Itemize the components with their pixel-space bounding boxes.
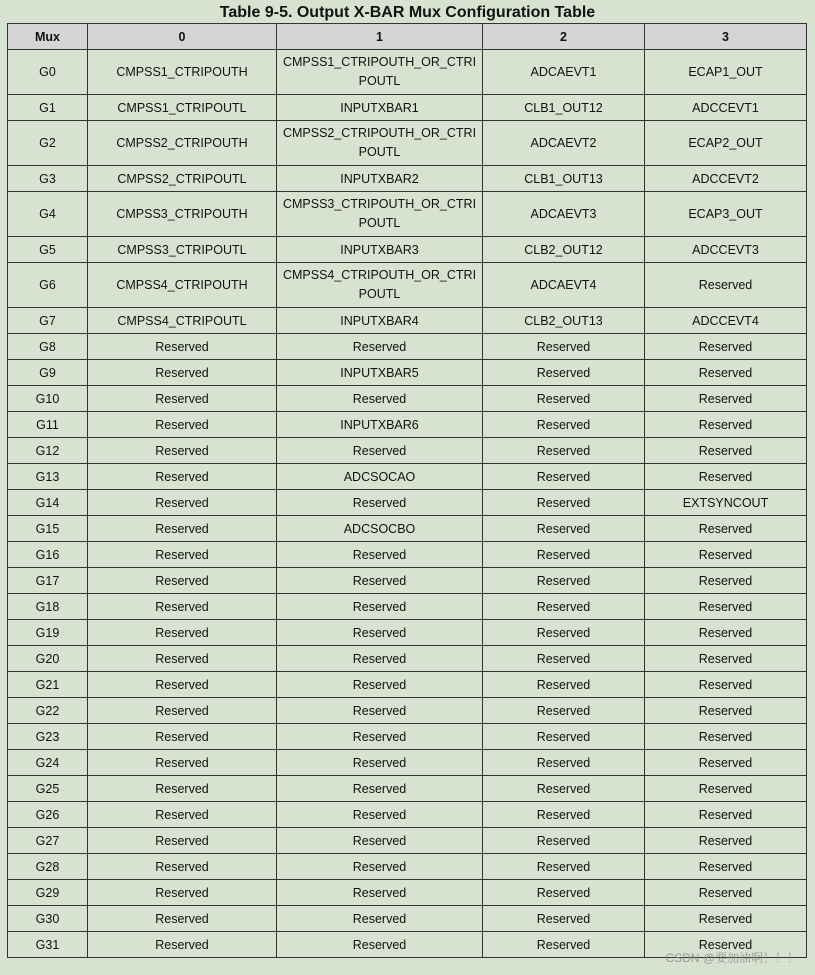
mux-cell: G2 [8, 121, 88, 166]
table-cell: Reserved [88, 334, 277, 360]
mux-cell: G24 [8, 750, 88, 776]
mux-cell: G20 [8, 646, 88, 672]
table-row [8, 166, 807, 192]
table-cell: Reserved [483, 360, 645, 386]
mux-cell: G15 [8, 516, 88, 542]
table-row [8, 672, 807, 698]
table-cell: CMPSS1_CTRIPOUTH [88, 50, 277, 95]
mux-cell: G17 [8, 568, 88, 594]
table-row [8, 237, 807, 263]
table-cell: CMPSS4_CTRIPOUTH_OR_CTRIPOUTL [277, 263, 483, 308]
table-cell: Reserved [277, 334, 483, 360]
table-cell: Reserved [645, 542, 807, 568]
table-cell: Reserved [483, 750, 645, 776]
table-cell: Reserved [88, 568, 277, 594]
table-cell: CMPSS3_CTRIPOUTL [88, 237, 277, 263]
table-cell: Reserved [277, 750, 483, 776]
table-cell: Reserved [645, 932, 807, 958]
table-cell: CMPSS4_CTRIPOUTL [88, 308, 277, 334]
table-cell: ADCAEVT1 [483, 50, 645, 95]
table-cell: ECAP1_OUT [645, 50, 807, 95]
table-cell: Reserved [645, 854, 807, 880]
table-cell: Reserved [277, 724, 483, 750]
table-cell: Reserved [483, 698, 645, 724]
table-cell: ADCAEVT3 [483, 192, 645, 237]
table-cell: Reserved [88, 386, 277, 412]
mux-cell: G5 [8, 237, 88, 263]
mux-cell: G14 [8, 490, 88, 516]
table-cell: Reserved [483, 802, 645, 828]
table-cell: Reserved [88, 802, 277, 828]
mux-cell: G8 [8, 334, 88, 360]
table-row [8, 412, 807, 438]
table-cell: Reserved [645, 386, 807, 412]
table-cell: CMPSS1_CTRIPOUTL [88, 95, 277, 121]
table-cell: Reserved [88, 854, 277, 880]
mux-cell: G27 [8, 828, 88, 854]
table-cell: Reserved [88, 932, 277, 958]
table-row [8, 750, 807, 776]
table-cell: Reserved [88, 542, 277, 568]
table-row [8, 568, 807, 594]
table-cell: CMPSS1_CTRIPOUTH_OR_CTRIPOUTL [277, 50, 483, 95]
table-cell: CLB1_OUT13 [483, 166, 645, 192]
table-row [8, 334, 807, 360]
table-row [8, 464, 807, 490]
table-cell: ADCAEVT4 [483, 263, 645, 308]
table-row [8, 854, 807, 880]
table-cell: Reserved [277, 932, 483, 958]
mux-cell: G4 [8, 192, 88, 237]
mux-cell: G18 [8, 594, 88, 620]
mux-cell: G9 [8, 360, 88, 386]
table-cell: Reserved [277, 594, 483, 620]
table-cell: Reserved [483, 334, 645, 360]
mux-cell: G16 [8, 542, 88, 568]
table-cell: Reserved [483, 438, 645, 464]
table-cell: Reserved [277, 880, 483, 906]
mux-cell: G29 [8, 880, 88, 906]
mux-cell: G11 [8, 412, 88, 438]
table-cell: CMPSS4_CTRIPOUTH [88, 263, 277, 308]
table-cell: Reserved [277, 620, 483, 646]
table-cell: Reserved [645, 750, 807, 776]
table-row [8, 880, 807, 906]
table-row [8, 776, 807, 802]
table-cell: CMPSS2_CTRIPOUTH_OR_CTRIPOUTL [277, 121, 483, 166]
table-cell: ADCSOCAO [277, 464, 483, 490]
table-cell: ADCCEVT1 [645, 95, 807, 121]
table-cell: Reserved [645, 880, 807, 906]
table-cell: Reserved [645, 802, 807, 828]
table-row [8, 594, 807, 620]
table-cell: CLB2_OUT12 [483, 237, 645, 263]
header-mux: Mux [8, 24, 88, 50]
table-cell: EXTSYNCOUT [645, 490, 807, 516]
table-cell: Reserved [88, 490, 277, 516]
table-cell: Reserved [88, 698, 277, 724]
table-cell: Reserved [88, 776, 277, 802]
table-cell: INPUTXBAR4 [277, 308, 483, 334]
table-cell: Reserved [483, 490, 645, 516]
table-cell: Reserved [88, 594, 277, 620]
table-row [8, 490, 807, 516]
mux-cell: G6 [8, 263, 88, 308]
table-cell: Reserved [483, 724, 645, 750]
table-cell: ECAP2_OUT [645, 121, 807, 166]
table-row [8, 50, 807, 95]
mux-cell: G10 [8, 386, 88, 412]
table-cell: Reserved [277, 542, 483, 568]
table-cell: Reserved [483, 776, 645, 802]
table-row [8, 360, 807, 386]
table-cell: ADCCEVT2 [645, 166, 807, 192]
table-cell: Reserved [88, 516, 277, 542]
table-cell: CMPSS3_CTRIPOUTH [88, 192, 277, 237]
table-row [8, 646, 807, 672]
table-cell: Reserved [277, 828, 483, 854]
header-col-0: 0 [88, 24, 277, 50]
table-cell: ADCCEVT4 [645, 308, 807, 334]
table-cell: Reserved [277, 646, 483, 672]
mux-cell: G13 [8, 464, 88, 490]
table-cell: CMPSS2_CTRIPOUTH [88, 121, 277, 166]
table-row [8, 386, 807, 412]
table-cell: Reserved [88, 360, 277, 386]
table-cell: Reserved [277, 802, 483, 828]
table-row [8, 516, 807, 542]
table-row [8, 308, 807, 334]
table-row [8, 802, 807, 828]
table-cell: CLB2_OUT13 [483, 308, 645, 334]
table-cell: INPUTXBAR1 [277, 95, 483, 121]
table-row [8, 438, 807, 464]
table-cell: Reserved [483, 412, 645, 438]
table-cell: Reserved [88, 724, 277, 750]
table-cell: Reserved [277, 568, 483, 594]
mux-cell: G23 [8, 724, 88, 750]
table-cell: CMPSS3_CTRIPOUTH_OR_CTRIPOUTL [277, 192, 483, 237]
table-cell: Reserved [483, 568, 645, 594]
mux-cell: G25 [8, 776, 88, 802]
header-row [8, 24, 807, 50]
table-row [8, 192, 807, 237]
table-cell: Reserved [645, 906, 807, 932]
table-cell: Reserved [645, 464, 807, 490]
table-cell: Reserved [483, 594, 645, 620]
table-cell: ECAP3_OUT [645, 192, 807, 237]
table-cell: Reserved [277, 672, 483, 698]
table-cell: Reserved [645, 516, 807, 542]
table-cell: Reserved [645, 724, 807, 750]
header-col-2: 2 [483, 24, 645, 50]
table-cell: CLB1_OUT12 [483, 95, 645, 121]
table-cell: Reserved [645, 263, 807, 308]
mux-cell: G0 [8, 50, 88, 95]
mux-cell: G28 [8, 854, 88, 880]
table-row [8, 724, 807, 750]
table-row [8, 121, 807, 166]
table-row [8, 263, 807, 308]
table-cell: INPUTXBAR5 [277, 360, 483, 386]
mux-cell: G31 [8, 932, 88, 958]
mux-cell: G7 [8, 308, 88, 334]
mux-cell: G21 [8, 672, 88, 698]
table-cell: Reserved [483, 828, 645, 854]
table-cell: Reserved [645, 568, 807, 594]
table-cell: Reserved [645, 646, 807, 672]
table-cell: Reserved [645, 438, 807, 464]
table-cell: Reserved [483, 542, 645, 568]
table-cell: Reserved [483, 620, 645, 646]
table-row [8, 906, 807, 932]
table-cell: Reserved [483, 516, 645, 542]
mux-cell: G26 [8, 802, 88, 828]
table-cell: Reserved [483, 672, 645, 698]
table-cell: Reserved [88, 438, 277, 464]
table-cell: Reserved [88, 412, 277, 438]
table-cell: Reserved [277, 490, 483, 516]
header-col-1: 1 [277, 24, 483, 50]
table-cell: Reserved [88, 464, 277, 490]
table-cell: Reserved [645, 698, 807, 724]
mux-cell: G3 [8, 166, 88, 192]
table-cell: Reserved [645, 334, 807, 360]
mux-cell: G22 [8, 698, 88, 724]
table-cell: Reserved [88, 672, 277, 698]
table-row [8, 542, 807, 568]
mux-cell: G30 [8, 906, 88, 932]
table-cell: Reserved [483, 932, 645, 958]
mux-config-table [7, 23, 807, 958]
table-cell: Reserved [645, 776, 807, 802]
table-cell: CMPSS2_CTRIPOUTL [88, 166, 277, 192]
table-cell: Reserved [88, 828, 277, 854]
table-cell: Reserved [277, 438, 483, 464]
table-cell: ADCSOCBO [277, 516, 483, 542]
table-row [8, 698, 807, 724]
table-cell: Reserved [483, 906, 645, 932]
table-row [8, 828, 807, 854]
table-cell: Reserved [277, 906, 483, 932]
table-cell: Reserved [645, 672, 807, 698]
table-cell: Reserved [88, 750, 277, 776]
table-cell: Reserved [645, 620, 807, 646]
table-cell: Reserved [645, 828, 807, 854]
mux-cell: G1 [8, 95, 88, 121]
table-cell: Reserved [277, 776, 483, 802]
table-cell: Reserved [277, 854, 483, 880]
table-cell: Reserved [483, 646, 645, 672]
table-cell: Reserved [483, 880, 645, 906]
table-cell: Reserved [645, 360, 807, 386]
table-cell: INPUTXBAR3 [277, 237, 483, 263]
table-cell: INPUTXBAR2 [277, 166, 483, 192]
table-cell: Reserved [645, 412, 807, 438]
mux-cell: G19 [8, 620, 88, 646]
table-row [8, 95, 807, 121]
header-col-3: 3 [645, 24, 807, 50]
table-title: Table 9-5. Output X-BAR Mux Configuration Table [219, 4, 596, 21]
watermark-text: CSDN @要加油啊！！！ [665, 951, 799, 965]
table-cell: Reserved [483, 464, 645, 490]
table-cell: Reserved [645, 594, 807, 620]
table-cell: Reserved [277, 698, 483, 724]
table-cell: Reserved [88, 620, 277, 646]
table-cell: ADCCEVT3 [645, 237, 807, 263]
table-cell: Reserved [88, 646, 277, 672]
table-cell: INPUTXBAR6 [277, 412, 483, 438]
table-row [8, 620, 807, 646]
table-cell: Reserved [483, 854, 645, 880]
table-cell: Reserved [483, 386, 645, 412]
mux-cell: G12 [8, 438, 88, 464]
table-cell: ADCAEVT2 [483, 121, 645, 166]
table-cell: Reserved [277, 386, 483, 412]
table-cell: Reserved [88, 906, 277, 932]
table-cell: Reserved [88, 880, 277, 906]
